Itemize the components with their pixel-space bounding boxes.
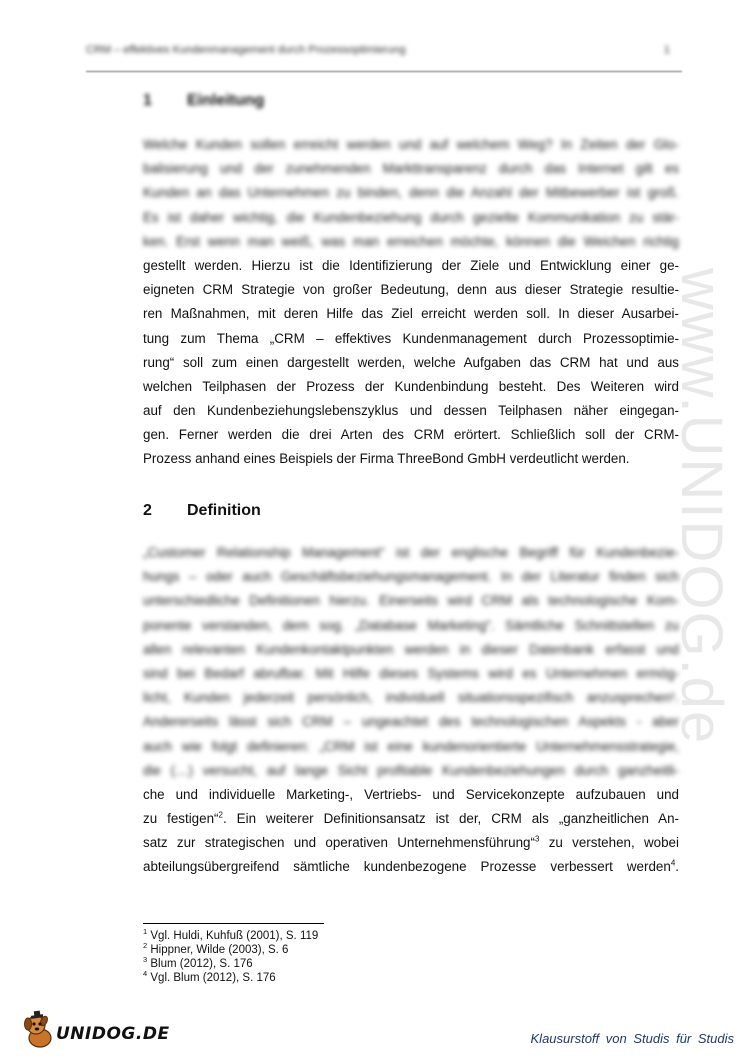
text-line: ken. Erst wenn man weiß, was man erreichen möchte, können die Weichen richtig [143, 233, 679, 249]
footnote-number: 3 [143, 955, 148, 965]
text-line: licht, Kunden jederzeit persönlich, individuell situationsspezifisch anzusprechen¹. [143, 690, 679, 706]
text-line [143, 855, 679, 879]
text-fragment: abteilungsübergreifend sämtliche kundenbezogene Prozesse verbessert werden [143, 859, 671, 875]
text-line: sind bei Bedarf abrufbar. Mit Hilfe dieses Systems wird es Unternehmen ermög- [143, 665, 679, 681]
text-line [143, 831, 679, 855]
footnote-number: 2 [143, 941, 148, 951]
footnote [143, 957, 318, 971]
text-line: balisierung und der zunehmenden Markttransparenz durch das Internet gilt es [143, 161, 679, 177]
text-line: eigneten CRM Strategie von großer Bedeutung, denn aus dieser Strategie resultie- [143, 282, 679, 298]
text-line: ren Maßnahmen, mit deren Hilfe das Ziel erreicht werden soll. In dieser Ausarbei- [143, 306, 679, 322]
text-line: allen relevanten Kundenkontaktpunkten werden in dieser Datenbank erfasst und [143, 641, 679, 657]
text-line: Es ist daher wichtig, die Kundenbeziehung durch gezielte Kommunikation zu stär- [143, 209, 679, 225]
footnote [143, 971, 318, 985]
footnote [143, 929, 318, 943]
text-line: gen. Ferner werden die drei Arten des CRM erörtert. Schließlich soll der CRM- [143, 427, 679, 443]
logo-text: UNIDOG.DE [56, 1024, 170, 1044]
text-line: hungs – oder auch Geschäftsbeziehungsmanagement. In der Literatur finden sich [143, 569, 679, 585]
text-line: die (…) versucht, auf lange Sicht profitable Kundenbeziehungen durch ganzheitli- [143, 762, 679, 778]
text-line: „Customer Relationship Management“ ist der englische Begriff für Kundenbezie- [143, 545, 679, 560]
section-heading-einleitung [143, 92, 264, 110]
text-fragment: . [675, 859, 679, 875]
text-line: che und individuelle Marketing-, Vertriebs- und Servicekonzepte aufzubauen und [143, 786, 679, 802]
text-fragment: satz zur strategischen und operativen Unternehmensführung“ [143, 835, 535, 851]
watermark: www.UNIDOG.de [669, 268, 734, 746]
unidog-logo[interactable] [20, 1010, 180, 1050]
section-heading-definition [143, 502, 261, 520]
text-fragment: . Ein weiterer Definitionsansatz ist der, CRM als „ganzheitlichen An- [222, 811, 679, 827]
text-line: unterschiedliche Definitionen hierzu. Einerseits wird CRM als technologische Kom- [143, 593, 679, 609]
dog-mascot-icon [20, 1010, 60, 1050]
footnote-text: Vgl. Huldi, Kuhfuß (2001), S. 119 [150, 930, 319, 942]
text-line: Kunden an das Unternehmen zu binden, denn die Anzahl der Mitbewerber ist groß. [143, 185, 679, 201]
text-line: Prozess anhand eines Beispiels der Firma ThreeBond GmbH verdeutlicht werden. [143, 451, 630, 467]
running-title: CRM – effektives Kundenmanagement durch Prozessoptimierung [86, 44, 406, 56]
tagline: Klausurstoff von Studis für Studis [530, 1031, 734, 1046]
text-line: auch wie folgt definieren: „CRM ist eine kundenorientierte Unternehmensstrategie, [143, 738, 679, 754]
paragraph-definition [143, 541, 679, 880]
text-line: ponente verstanden, dem sog. „Database Marketing“. Sämtliche Schnittstellen zu [143, 617, 679, 633]
text-line: rung“ soll zum einen dargestellt werden, welche Aufgaben das CRM hat und aus [143, 354, 679, 370]
footnote-ref: 4 [670, 858, 676, 868]
section-number: 2 [143, 502, 152, 519]
text-line: welchen Teilphasen der Prozess der Kundenbindung besteht. Des Weiteren wird [143, 378, 679, 394]
footnotes [143, 929, 318, 985]
text-line: gestellt werden. Hierzu ist die Identifizierung der Ziele und Entwicklung einer ge- [143, 257, 679, 273]
footnote [143, 943, 318, 957]
footnote-rule [143, 923, 324, 924]
text-line: Welche Kunden sollen erreicht werden und auf welchem Weg? In Zeiten der Glo- [143, 137, 679, 152]
footnote-text: Hippner, Wilde (2003), S. 6 [150, 944, 289, 956]
footnote-ref: 3 [534, 834, 540, 844]
footnote-text: Blum (2012), S. 176 [150, 958, 253, 970]
section-title: Einleitung [187, 92, 265, 109]
text-line [143, 807, 679, 831]
text-line: tung zum Thema „CRM – effektives Kundenmanagement durch Prozessoptimie- [143, 330, 679, 346]
text-fragment: zu verstehen, wobei [539, 835, 679, 851]
running-header [86, 44, 670, 56]
page-number: 1 [663, 44, 670, 56]
footnote-text: Vgl. Blum (2012), S. 176 [150, 972, 276, 984]
footnote-ref: 2 [218, 810, 223, 820]
header-rule [86, 71, 682, 72]
text-line: auf den Kundenbeziehungslebenszyklus und dessen Teilphasen näher eingegan- [143, 403, 679, 419]
paragraph-einleitung [143, 133, 679, 472]
section-number: 1 [143, 92, 152, 109]
section-title: Definition [187, 502, 261, 519]
text-line: Andererseits lässt sich CRM – ungeachtet des technologischen Aspekts - aber [143, 714, 679, 730]
footnote-number: 1 [143, 927, 148, 937]
footnote-number: 4 [143, 969, 148, 979]
text-fragment: zu festigen“ [143, 811, 219, 827]
